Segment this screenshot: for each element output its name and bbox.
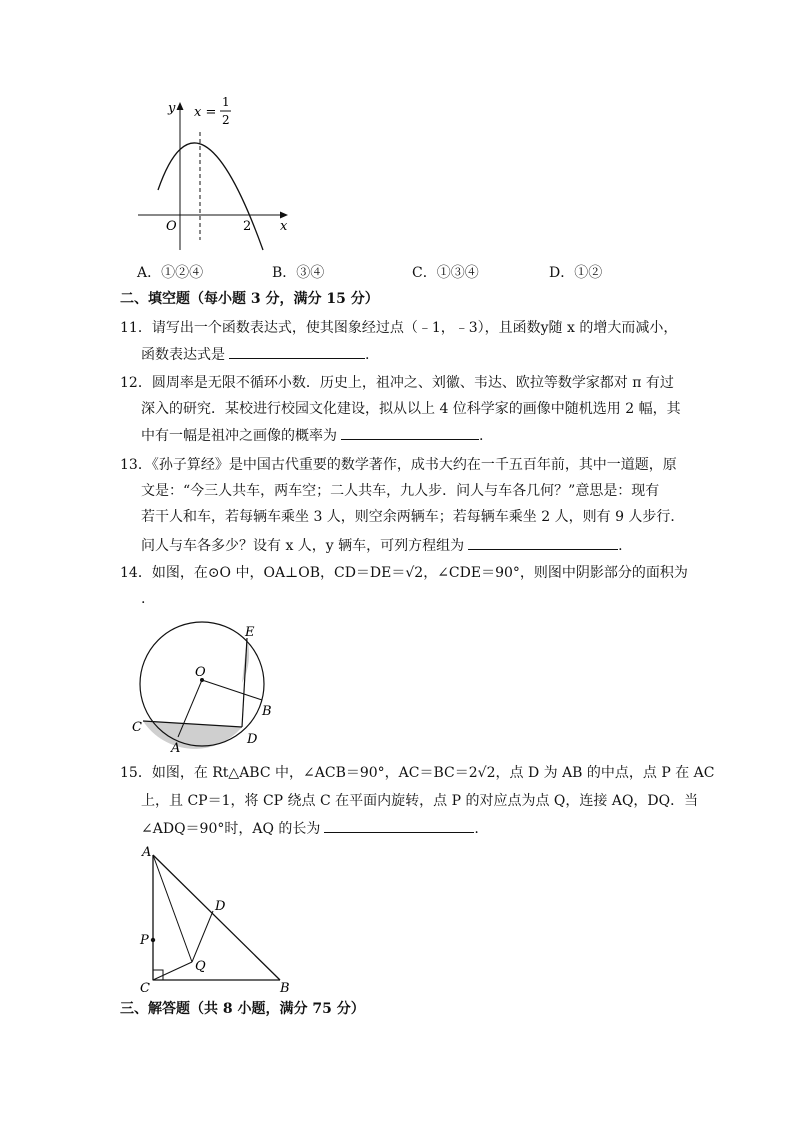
segment-dq [192,911,213,962]
label-d: D [247,732,258,747]
symmetry-eq-label: x = [194,105,217,120]
symmetry-frac-num: 1 [222,95,230,109]
label-c: C [140,981,150,995]
option-letter: C． [412,265,437,281]
option-letter: D． [549,265,575,281]
label-q: Q [195,959,206,974]
option-c[interactable] [412,262,479,282]
q15-answer-blank[interactable] [324,818,474,833]
section3-title: 三、解答题（共 8 小题，满分 75 分） [120,1001,365,1017]
q12-line1: 12．圆周率是无限不循环小数．历史上，祖冲之、刘徽、韦达、欧拉等数学家都对 π 有过 [120,375,674,391]
q11-answer-blank[interactable] [229,344,365,359]
right-angle-mark [153,970,163,980]
point-p [151,938,155,942]
tick-2-label: 2 [243,219,252,234]
label-d: D [215,899,226,914]
q11-end: . [365,347,370,363]
label-a: A [171,741,181,756]
x-axis-arrow [280,212,288,219]
segment-cq [153,962,192,980]
label-b: B [280,981,290,995]
q12-line2: 深入的研究．某校进行校园文化建设，拟从以上 4 位科学家的画像中随机选用 2 幅，其 [141,401,681,417]
q13-line4 [141,535,623,556]
option-text: ③④ [296,265,325,281]
segment-aq [153,855,192,962]
label-a: A [142,845,152,860]
q13-prompt: 问人与车各多少？设有 x 人，y 辆车，可列方程组为 [141,538,465,554]
label-p: P [140,933,149,948]
q13-end: . [618,538,623,554]
segment-ab [153,855,280,980]
q11-prompt: 函数表达式是 [141,347,225,363]
q12-answer-blank[interactable] [341,425,479,440]
option-b[interactable] [272,262,324,282]
option-letter: A． [137,265,162,281]
q12-line3 [141,425,483,446]
symmetry-frac-den: 2 [222,113,230,127]
segment-ob [202,680,262,700]
q13-line3: 若干人和车，若每辆车乘坐 3 人，则空余两辆车；若每辆车乘坐 2 人，则有 9 人步行． [141,509,685,525]
segment-de [242,638,247,727]
option-text: ①② [574,265,603,281]
q12-end: . [479,428,484,444]
triangle-figure [130,840,300,995]
q13-line2: 文是：“今三人共车，两车空；二人共车，九人步．问人与车各几何？”意思是：现有 [141,483,660,499]
q13-line1: 13．《孙子算经》是中国古代重要的数学著作，成书大约在一千五百年前，其中一道题，原 [120,457,677,473]
y-axis-arrow [177,102,184,110]
q11-line2 [141,344,369,365]
label-b: B [262,704,272,719]
label-e: E [245,625,255,640]
q12-prompt: 中有一幅是祖冲之画像的概率为 [141,428,337,444]
q14-line1: 14．如图，在⊙O 中，OA⊥OB，CD＝DE＝√2，∠CDE＝90°，则图中阴影部分的面积为 [120,565,688,581]
option-text: ①③④ [436,265,479,281]
q11-line1: 11．请写出一个函数表达式，使其图象经过点（﹣1，﹣3），且函数y随 x 的增大而减小， [120,320,678,336]
q13-answer-blank[interactable] [468,535,618,550]
x-axis-label: x [280,219,288,234]
circle-figure [130,620,290,760]
y-axis-label: y [168,101,176,116]
q15-prompt: ∠ADQ＝90°时，AQ 的长为 [141,821,321,837]
q15-end: . [474,821,479,837]
q15-line1: 15．如图，在 Rt△ABC 中，∠ACB＝90°，AC＝BC＝2√2，点 D 为 AB 的中点，点 P 在 AC [120,765,715,781]
q14-line2: . [141,591,146,607]
parabola-figure [130,90,300,260]
section2-title: 二、填空题（每小题 3 分，满分 15 分） [120,291,379,307]
option-letter: B． [272,265,297,281]
option-a[interactable] [137,262,203,282]
option-d[interactable] [549,262,602,282]
option-text: ①②④ [161,265,204,281]
label-c: C [132,720,142,735]
label-o: O [195,665,206,680]
q15-line3 [141,818,479,839]
origin-label: O [166,219,177,234]
q15-line2: 上，且 CP＝1，将 CP 绕点 C 在平面内旋转，点 P 的对应点为点 Q，连接 AQ，DQ．当 [141,793,699,809]
